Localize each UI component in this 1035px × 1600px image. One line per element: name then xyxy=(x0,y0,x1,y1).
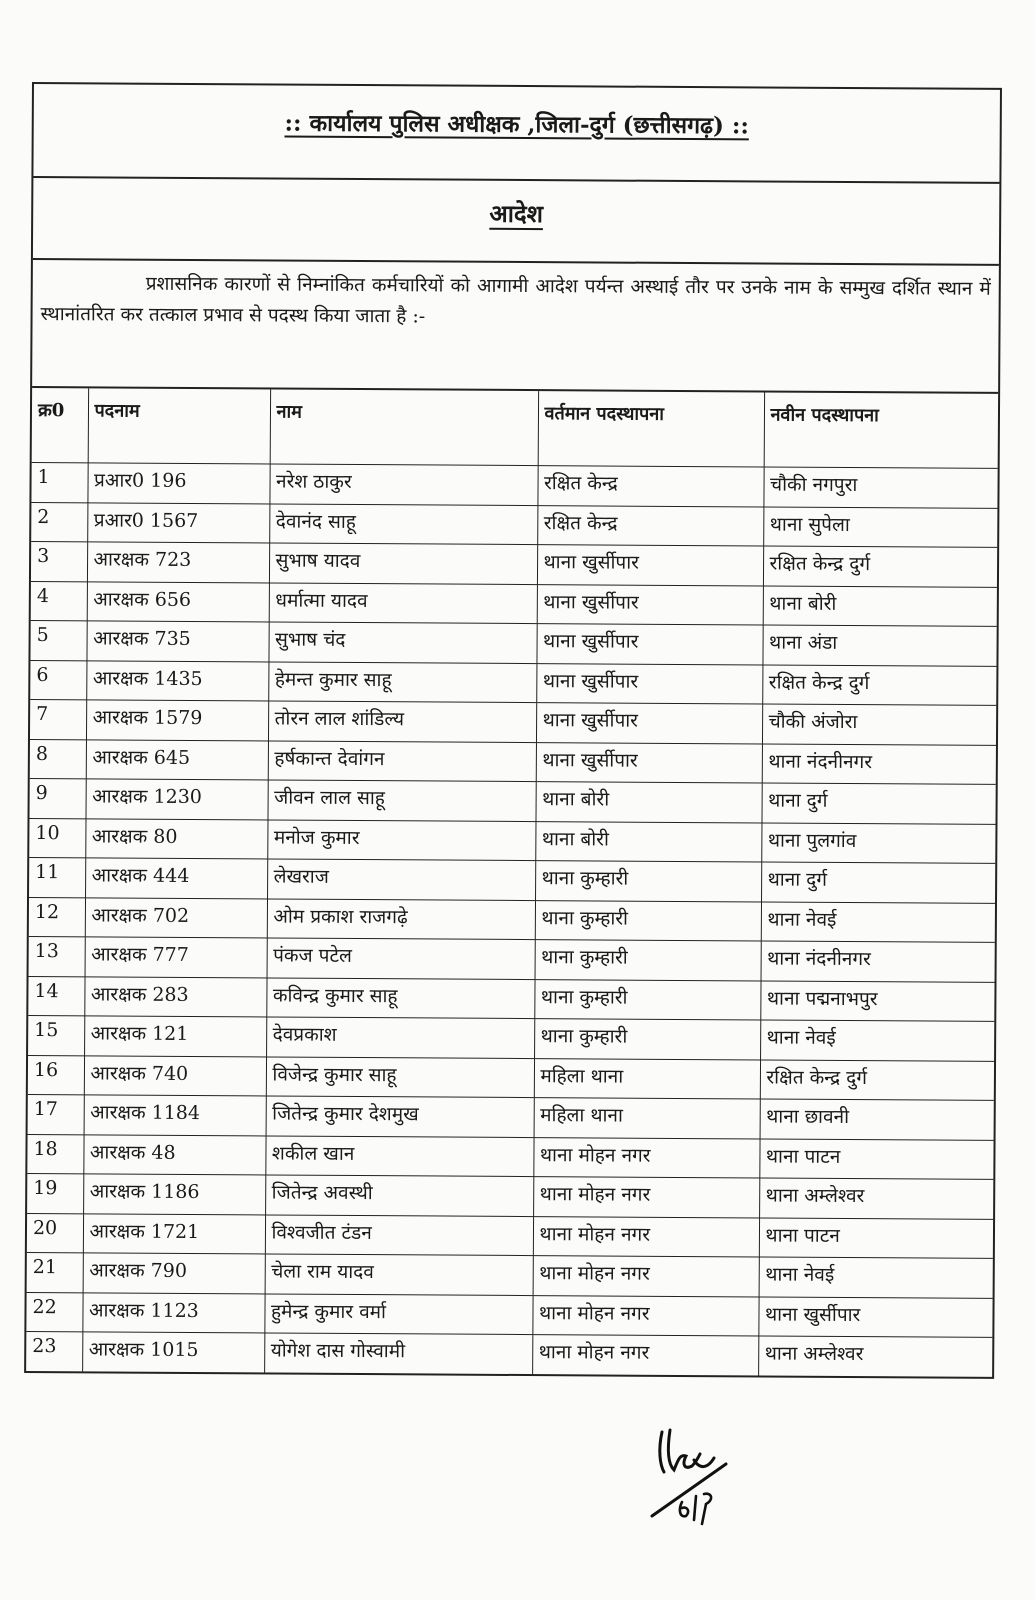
name-cell: कविन्द्र कुमार साहू xyxy=(266,977,534,1018)
current-posting-cell: थाना खुर्सीपार xyxy=(536,742,762,783)
new-posting-cell: थाना बोरी xyxy=(763,585,997,626)
table-header-row xyxy=(32,388,998,468)
serial-cell: 4 xyxy=(31,581,87,621)
designation-cell: आरक्षक 656 xyxy=(87,581,269,622)
designation-cell: आरक्षक 702 xyxy=(85,897,267,938)
new-posting-cell: थाना अम्लेश्वर xyxy=(759,1178,993,1219)
table-row xyxy=(28,1015,994,1060)
table-row xyxy=(27,1134,993,1179)
col-name: नाम xyxy=(270,389,538,465)
new-posting-cell: थाना पुलगांव xyxy=(761,822,995,863)
designation-cell: आरक्षक 1579 xyxy=(86,700,268,741)
table-row xyxy=(30,778,996,823)
serial-cell: 6 xyxy=(30,660,86,700)
table-row xyxy=(30,739,996,784)
table-row xyxy=(27,1173,993,1218)
designation-cell: प्रआर0 1567 xyxy=(87,502,269,543)
transfer-table xyxy=(26,388,998,1376)
current-posting-cell: थाना मोहन नगर xyxy=(533,1177,759,1218)
table-row xyxy=(26,1292,992,1337)
new-posting-cell: थाना पाटन xyxy=(759,1217,993,1258)
name-cell: देवानंद साहू xyxy=(269,503,537,544)
serial-cell: 12 xyxy=(29,897,85,937)
table-row xyxy=(30,621,996,666)
order-document xyxy=(24,82,1002,1378)
new-posting-cell: रक्षित केन्द्र दुर्ग xyxy=(763,546,997,587)
new-posting-cell: थाना अम्लेश्वर xyxy=(758,1336,992,1376)
serial-cell: 7 xyxy=(30,700,86,740)
designation-cell: आरक्षक 1015 xyxy=(82,1332,264,1372)
serial-cell: 23 xyxy=(26,1331,82,1370)
table-row xyxy=(30,660,996,705)
current-posting-cell: थाना खुर्सीपार xyxy=(536,703,762,744)
name-cell: सुभाष चंद xyxy=(268,622,536,663)
current-posting-cell: रक्षित केन्द्र xyxy=(537,505,763,546)
new-posting-cell: थाना नेवई xyxy=(761,901,995,942)
serial-cell: 1 xyxy=(31,463,87,503)
serial-cell: 18 xyxy=(27,1134,83,1174)
new-posting-cell: थाना छावनी xyxy=(760,1099,994,1140)
table-body xyxy=(26,463,998,1377)
current-posting-cell: थाना मोहन नगर xyxy=(533,1137,759,1178)
handwritten-signature xyxy=(648,1420,738,1530)
designation-cell: आरक्षक 645 xyxy=(86,739,268,780)
office-title: :: कार्यालय पुलिस अधीक्षक ,जिला-दुर्ग (छत्तीसगढ़) :: xyxy=(284,109,749,140)
table-row xyxy=(29,897,995,942)
name-cell: मनोज कुमार xyxy=(267,819,535,860)
office-header xyxy=(33,84,1000,184)
current-posting-cell: थाना खुर्सीपार xyxy=(536,663,762,704)
current-posting-cell: थाना बोरी xyxy=(535,821,761,862)
serial-cell: 15 xyxy=(28,1015,84,1055)
designation-cell: आरक्षक 121 xyxy=(84,1016,266,1057)
name-cell: जितेन्द्र कुमार देशमुख xyxy=(266,1096,534,1137)
new-posting-cell: रक्षित केन्द्र दुर्ग xyxy=(762,664,996,705)
current-posting-cell: थाना कुम्हारी xyxy=(534,979,760,1020)
designation-cell: आरक्षक 1184 xyxy=(84,1095,266,1136)
current-posting-cell: थाना मोहन नगर xyxy=(532,1335,758,1375)
designation-cell: आरक्षक 80 xyxy=(85,818,267,859)
serial-cell: 19 xyxy=(27,1173,83,1213)
serial-cell: 8 xyxy=(30,739,86,779)
designation-cell: प्रआर0 196 xyxy=(87,463,269,504)
designation-cell: आरक्षक 48 xyxy=(83,1134,265,1175)
designation-cell: आरक्षक 735 xyxy=(86,621,268,662)
current-posting-cell: रक्षित केन्द्र xyxy=(537,466,763,507)
name-cell: पंकज पटेल xyxy=(267,938,535,979)
name-cell: हुमेन्द्र कुमार वर्मा xyxy=(264,1293,532,1334)
table-row xyxy=(29,818,995,863)
serial-cell: 20 xyxy=(27,1213,83,1253)
new-posting-cell: थाना दुर्ग xyxy=(761,783,995,824)
serial-cell: 13 xyxy=(29,936,85,976)
name-cell: विश्वजीत टंडन xyxy=(265,1214,533,1255)
new-posting-cell: थाना नंदनीनगर xyxy=(761,941,995,982)
name-cell: लेखराज xyxy=(267,859,535,900)
serial-cell: 5 xyxy=(30,621,86,661)
name-cell: तोरन लाल शांडिल्य xyxy=(268,701,536,742)
table-row xyxy=(31,502,997,547)
designation-cell: आरक्षक 723 xyxy=(87,542,269,583)
name-cell: जीवन लाल साहू xyxy=(267,780,535,821)
table-row xyxy=(28,976,994,1021)
table-row xyxy=(28,1055,994,1100)
table-row xyxy=(31,463,997,508)
table-row xyxy=(31,542,997,587)
name-cell: चेला राम यादव xyxy=(265,1254,533,1295)
table-row xyxy=(29,857,995,902)
new-posting-cell: थाना दुर्ग xyxy=(761,862,995,903)
new-posting-cell: चौकी नगपुरा xyxy=(763,467,997,508)
current-posting-cell: थाना कुम्हारी xyxy=(535,940,761,981)
current-posting-cell: थाना कुम्हारी xyxy=(534,1019,760,1060)
designation-cell: आरक्षक 1123 xyxy=(82,1292,264,1333)
current-posting-cell: महिला थाना xyxy=(534,1058,760,1099)
designation-cell: आरक्षक 740 xyxy=(84,1055,266,1096)
name-cell: सुभाष यादव xyxy=(269,543,537,584)
col-current-posting: वर्तमान पदस्थापना xyxy=(538,391,764,467)
serial-cell: 17 xyxy=(28,1094,84,1134)
serial-cell: 9 xyxy=(30,778,86,818)
new-posting-cell: थाना सुपेला xyxy=(763,506,997,547)
table-row xyxy=(29,936,995,981)
designation-cell: आरक्षक 1721 xyxy=(83,1213,265,1254)
serial-cell: 3 xyxy=(31,542,87,582)
name-cell: शकील खान xyxy=(265,1135,533,1176)
current-posting-cell: थाना कुम्हारी xyxy=(535,900,761,941)
name-cell: हेमन्त कुमार साहू xyxy=(268,661,536,702)
col-serial: क्र0 xyxy=(32,388,88,463)
current-posting-cell: थाना खुर्सीपार xyxy=(536,624,762,665)
col-new-posting: नवीन पदस्थापना xyxy=(764,392,998,468)
serial-cell: 21 xyxy=(27,1252,83,1292)
serial-cell: 11 xyxy=(29,857,85,897)
table-row xyxy=(27,1213,993,1258)
name-cell: विजेन्द्र कुमार साहू xyxy=(266,1056,534,1097)
serial-cell: 14 xyxy=(28,976,84,1016)
table-row xyxy=(28,1094,994,1139)
name-cell: जितेन्द्र अवस्थी xyxy=(265,1175,533,1216)
table-row xyxy=(31,581,997,626)
serial-cell: 10 xyxy=(29,818,85,858)
new-posting-cell: थाना अंडा xyxy=(762,625,996,666)
current-posting-cell: महिला थाना xyxy=(534,1098,760,1139)
name-cell: नरेश ठाकुर xyxy=(269,464,537,505)
name-cell: हर्षकान्त देवांगन xyxy=(268,740,536,781)
name-cell: देवप्रकाश xyxy=(266,1017,534,1058)
current-posting-cell: थाना कुम्हारी xyxy=(535,861,761,902)
serial-cell: 2 xyxy=(31,502,87,542)
new-posting-cell: थाना खुर्सीपार xyxy=(758,1296,992,1337)
current-posting-cell: थाना बोरी xyxy=(535,782,761,823)
new-posting-cell: थाना पद्मनाभपुर xyxy=(760,980,994,1021)
current-posting-cell: थाना खुर्सीपार xyxy=(537,584,763,625)
designation-cell: आरक्षक 1435 xyxy=(86,660,268,701)
table-row xyxy=(27,1252,993,1297)
designation-cell: आरक्षक 283 xyxy=(84,976,266,1017)
name-cell: धर्मात्मा यादव xyxy=(269,582,537,623)
new-posting-cell: थाना नंदनीनगर xyxy=(762,743,996,784)
new-posting-cell: थाना पाटन xyxy=(759,1138,993,1179)
new-posting-cell: थाना नेवई xyxy=(760,1020,994,1061)
designation-cell: आरक्षक 790 xyxy=(83,1253,265,1294)
new-posting-cell: रक्षित केन्द्र दुर्ग xyxy=(760,1059,994,1100)
designation-cell: आरक्षक 444 xyxy=(85,858,267,899)
current-posting-cell: थाना मोहन नगर xyxy=(533,1216,759,1257)
current-posting-cell: थाना मोहन नगर xyxy=(532,1295,758,1336)
new-posting-cell: चौकी अंजोरा xyxy=(762,704,996,745)
table-row xyxy=(26,1331,992,1376)
table-row xyxy=(30,700,996,745)
order-paragraph: प्रशासनिक कारणों से निम्नांकित कर्मचारियों को आगामी आदेश पर्यन्त अस्थाई तौर पर उनके नाम के सम्मुख दर्शित स्थान में स्थानांतरित कर तत्काल प्रभाव से पदस्थ किया जाता है :- xyxy=(40,272,991,328)
current-posting-cell: थाना मोहन नगर xyxy=(533,1256,759,1297)
serial-cell: 22 xyxy=(26,1292,82,1332)
current-posting-cell: थाना खुर्सीपार xyxy=(537,545,763,586)
order-paragraph-row xyxy=(32,260,999,394)
order-title: आदेश xyxy=(489,198,544,229)
designation-cell: आरक्षक 777 xyxy=(85,937,267,978)
designation-cell: आरक्षक 1230 xyxy=(86,779,268,820)
name-cell: ओम प्रकाश राजगढ़े xyxy=(267,898,535,939)
col-designation: पदनाम xyxy=(88,388,270,464)
serial-cell: 16 xyxy=(28,1055,84,1095)
new-posting-cell: थाना नेवई xyxy=(759,1257,993,1298)
name-cell: योगेश दास गोस्वामी xyxy=(264,1333,532,1374)
designation-cell: आरक्षक 1186 xyxy=(83,1174,265,1215)
order-heading-row xyxy=(33,178,999,266)
